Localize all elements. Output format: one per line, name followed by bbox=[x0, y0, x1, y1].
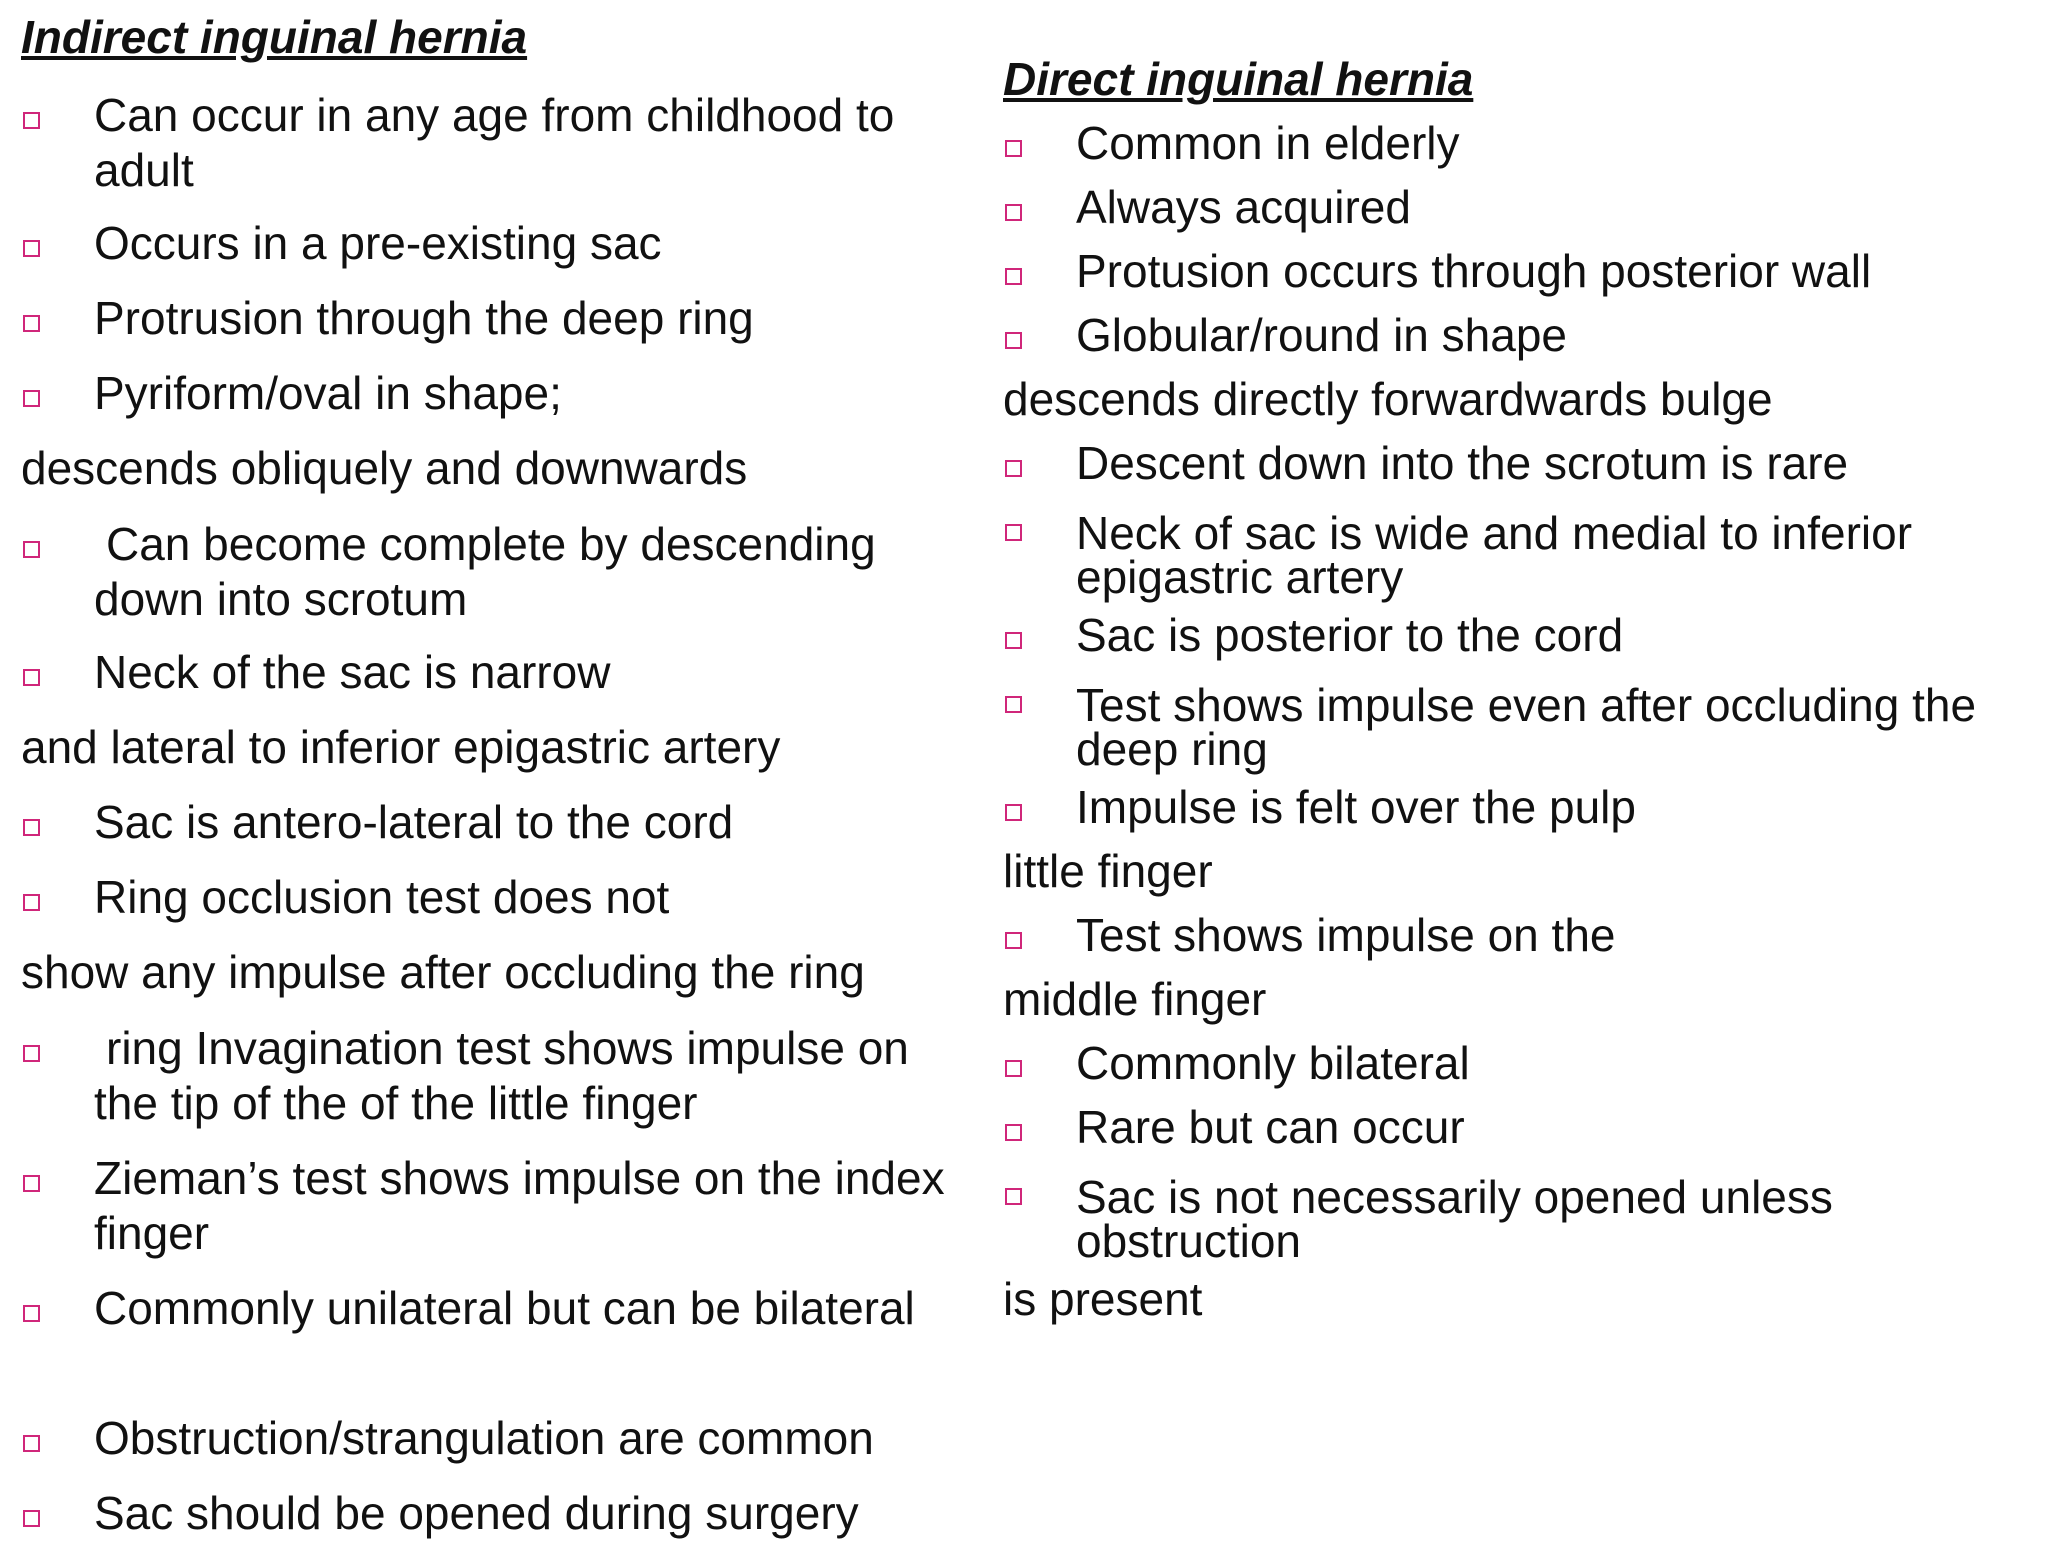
list-item: Obstruction/strangulation are common bbox=[21, 1411, 981, 1466]
list-item: Occurs in a pre-existing sac bbox=[21, 216, 981, 271]
list-item: Zieman’s test shows impulse on the index finger bbox=[21, 1151, 981, 1261]
list-item: Neck of sac is wide and medial to inferior epigastric artery bbox=[1003, 512, 2023, 599]
list-item: Can become complete by descending down into scrotum bbox=[21, 517, 981, 627]
continuation-line: show any impulse after occluding the ring bbox=[21, 946, 865, 998]
list-item: Test shows impulse even after occluding the deep ring bbox=[1003, 684, 2023, 771]
list-item: Protrusion through the deep ring bbox=[21, 291, 981, 346]
hollow-square-bullet-icon bbox=[1005, 1060, 1022, 1077]
continuation-line: descends directly forwardwards bulge bbox=[1003, 373, 1773, 425]
list-item: Impulse is felt over the pulp bbox=[1003, 780, 2023, 835]
direct-hernia-heading: Direct inguinal hernia bbox=[1003, 53, 1474, 105]
list-item: Protusion occurs through posterior wall bbox=[1003, 244, 2023, 299]
hollow-square-bullet-icon bbox=[23, 1175, 40, 1192]
continuation-line: middle finger bbox=[1003, 973, 1267, 1025]
list-item: Descent down into the scrotum is rare bbox=[1003, 436, 2023, 491]
list-item: Pyriform/oval in shape; bbox=[21, 366, 981, 421]
hollow-square-bullet-icon bbox=[23, 240, 40, 257]
list-item: Ring occlusion test does not bbox=[21, 870, 981, 925]
hollow-square-bullet-icon bbox=[1005, 696, 1022, 713]
list-item: Neck of the sac is narrow bbox=[21, 645, 981, 700]
list-item: Always acquired bbox=[1003, 180, 2023, 235]
hollow-square-bullet-icon bbox=[23, 390, 40, 407]
hollow-square-bullet-icon bbox=[23, 315, 40, 332]
hollow-square-bullet-icon bbox=[1005, 460, 1022, 477]
hollow-square-bullet-icon bbox=[23, 112, 40, 129]
list-item: Commonly unilateral but can be bilateral bbox=[21, 1281, 981, 1336]
list-item: Sac is posterior to the cord bbox=[1003, 608, 2023, 663]
hollow-square-bullet-icon bbox=[23, 1510, 40, 1527]
continuation-line: is present bbox=[1003, 1273, 1203, 1325]
hollow-square-bullet-icon bbox=[23, 669, 40, 686]
continuation-line: descends obliquely and downwards bbox=[21, 442, 748, 494]
hollow-square-bullet-icon bbox=[23, 541, 40, 558]
continuation-line: and lateral to inferior epigastric artery bbox=[21, 721, 781, 773]
hollow-square-bullet-icon bbox=[1005, 932, 1022, 949]
hollow-square-bullet-icon bbox=[1005, 268, 1022, 285]
list-item: Sac is antero-lateral to the cord bbox=[21, 795, 981, 850]
hollow-square-bullet-icon bbox=[23, 1305, 40, 1322]
list-item: ring Invagination test shows impulse on the tip of the of the little finger bbox=[21, 1021, 981, 1131]
list-item: Sac is not necessarily opened unless obstruction bbox=[1003, 1176, 2023, 1263]
hollow-square-bullet-icon bbox=[1005, 204, 1022, 221]
hollow-square-bullet-icon bbox=[1005, 632, 1022, 649]
hollow-square-bullet-icon bbox=[23, 894, 40, 911]
continuation-line: little finger bbox=[1003, 845, 1213, 897]
list-item: Sac should be opened during surgery bbox=[21, 1486, 981, 1541]
list-item: Test shows impulse on the bbox=[1003, 908, 2023, 963]
hollow-square-bullet-icon bbox=[23, 819, 40, 836]
list-item: Commonly bilateral bbox=[1003, 1036, 2023, 1091]
indirect-hernia-heading: Indirect inguinal hernia bbox=[21, 11, 528, 63]
hollow-square-bullet-icon bbox=[1005, 1188, 1022, 1205]
hollow-square-bullet-icon bbox=[1005, 1124, 1022, 1141]
hollow-square-bullet-icon bbox=[1005, 332, 1022, 349]
hollow-square-bullet-icon bbox=[23, 1045, 40, 1062]
list-item: Globular/round in shape bbox=[1003, 308, 2023, 363]
hollow-square-bullet-icon bbox=[1005, 140, 1022, 157]
hollow-square-bullet-icon bbox=[23, 1435, 40, 1452]
list-item: Can occur in any age from childhood to adult bbox=[21, 88, 981, 198]
hollow-square-bullet-icon bbox=[1005, 524, 1022, 541]
list-item: Rare but can occur bbox=[1003, 1100, 2023, 1155]
list-item: Common in elderly bbox=[1003, 116, 2023, 171]
hollow-square-bullet-icon bbox=[1005, 804, 1022, 821]
